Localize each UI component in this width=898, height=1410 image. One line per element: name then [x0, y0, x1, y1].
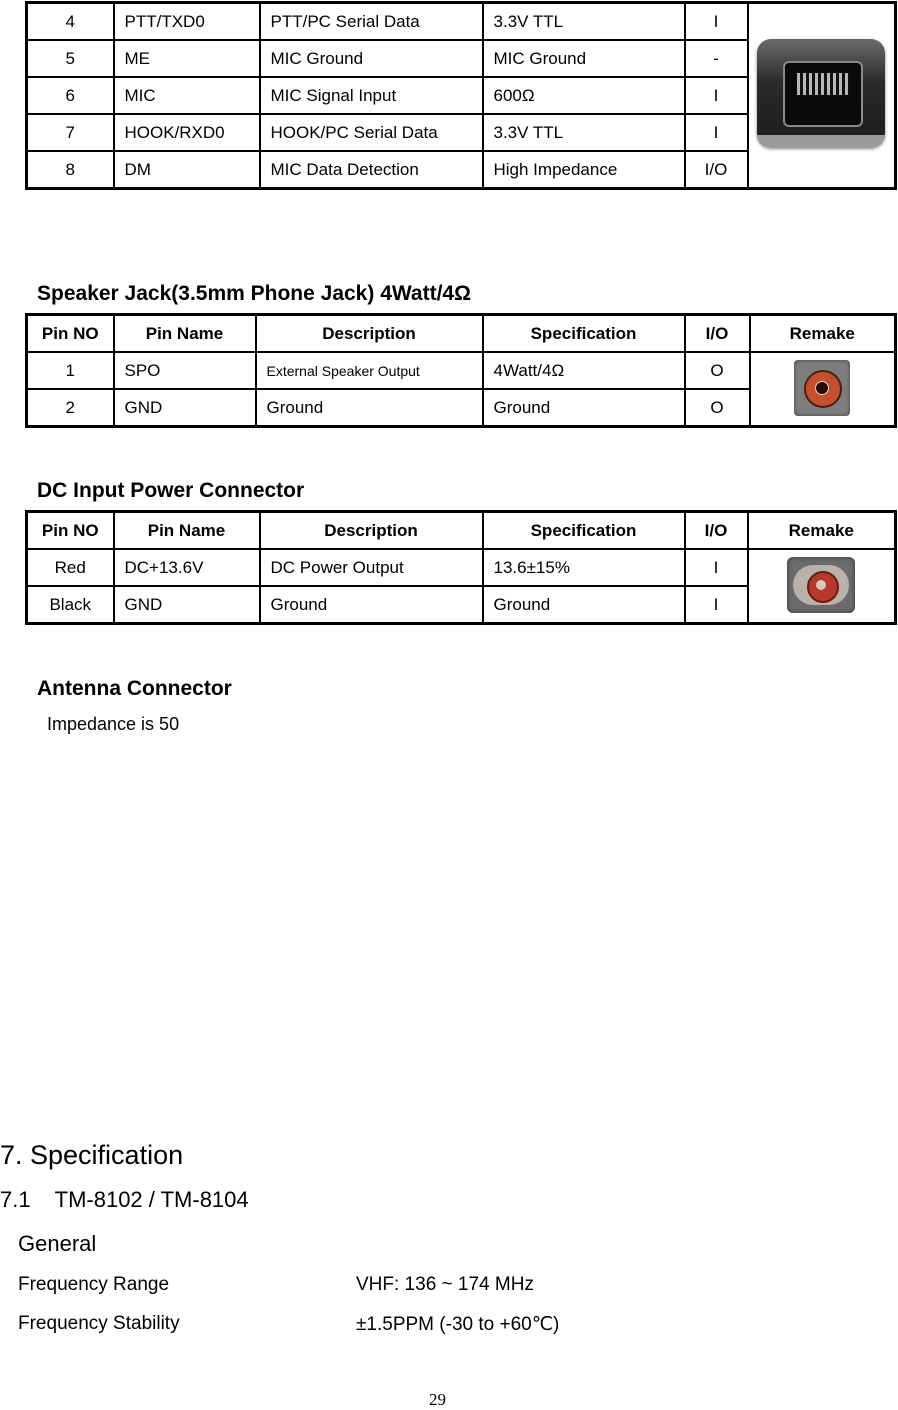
pin-description: DC Power Output [260, 549, 483, 586]
column-header: Pin NO [27, 315, 114, 353]
speaker-jack-icon [794, 360, 850, 416]
remake-cell [750, 352, 896, 427]
pin-description: Ground [260, 586, 483, 624]
pin-no: 6 [27, 77, 114, 114]
pin-name: GND [114, 389, 256, 427]
table-header-row [27, 315, 896, 353]
antenna-heading: Antenna Connector [37, 677, 232, 700]
column-header: I/O [685, 315, 750, 353]
pin-io: I [685, 77, 748, 114]
pin-name: DC+13.6V [114, 549, 260, 586]
pin-io: - [685, 40, 748, 77]
pin-description: MIC Data Detection [260, 151, 483, 189]
pin-io: O [685, 389, 750, 427]
pin-no: 5 [27, 40, 114, 77]
column-header: Specification [483, 512, 685, 550]
pin-name: GND [114, 586, 260, 624]
column-header: Remake [750, 315, 896, 353]
remake-cell [748, 549, 896, 624]
spec-label: Frequency Range [18, 1274, 170, 1295]
pin-no: Black [27, 586, 114, 624]
pin-io: I [685, 586, 748, 624]
rj45-mic-connector-icon [757, 39, 885, 147]
pin-specification: 4Watt/4Ω [483, 352, 685, 389]
pin-name: SPO [114, 352, 256, 389]
table-row [27, 3, 896, 41]
pin-specification: 600Ω [483, 77, 685, 114]
pin-description: MIC Ground [260, 40, 483, 77]
table-header-row [27, 512, 896, 550]
pin-name: DM [114, 151, 260, 189]
pin-io: O [685, 352, 750, 389]
table-row [27, 549, 896, 586]
pin-description: External Speaker Output [256, 352, 483, 389]
dc-heading: DC Input Power Connector [37, 479, 305, 502]
pin-no: 7 [27, 114, 114, 151]
pin-specification: High Impedance [483, 151, 685, 189]
general-heading: General [18, 1231, 97, 1256]
pin-no: Red [27, 549, 114, 586]
column-header: Pin Name [114, 512, 260, 550]
mic-connector-table [25, 1, 897, 190]
antenna-impedance-text: Impedance is 50 [47, 714, 180, 734]
remake-cell [748, 3, 896, 189]
subsection-title: 7.1 TM-8102 / TM-8104 [0, 1187, 249, 1212]
pin-name: HOOK/RXD0 [114, 114, 260, 151]
column-header: Description [256, 315, 483, 353]
dc-power-connector-icon [787, 557, 855, 613]
page-number: 29 [429, 1390, 446, 1409]
pin-no: 8 [27, 151, 114, 189]
pin-description: Ground [256, 389, 483, 427]
pin-description: PTT/PC Serial Data [260, 3, 483, 41]
pin-no: 1 [27, 352, 114, 389]
speaker-heading: Speaker Jack(3.5mm Phone Jack) 4Watt/4Ω [37, 282, 471, 305]
pin-specification: MIC Ground [483, 40, 685, 77]
section-title: 7. Specification [0, 1140, 184, 1170]
pin-description: HOOK/PC Serial Data [260, 114, 483, 151]
pin-io: I [685, 3, 748, 41]
pin-name: MIC [114, 77, 260, 114]
pin-io: I [685, 114, 748, 151]
pin-specification: 3.3V TTL [483, 3, 685, 41]
pin-specification: 13.6±15% [483, 549, 685, 586]
pin-no: 2 [27, 389, 114, 427]
dc-table [25, 510, 897, 625]
table-row [27, 352, 896, 389]
column-header: Remake [748, 512, 896, 550]
column-header: Pin NO [27, 512, 114, 550]
pin-name: ME [114, 40, 260, 77]
spec-value: VHF: 136 ~ 174 MHz [356, 1274, 534, 1295]
spec-value: ±1.5PPM (-30 to +60℃) [356, 1314, 560, 1335]
spec-label: Frequency Stability [18, 1313, 180, 1334]
pin-specification: Ground [483, 586, 685, 624]
pin-io: I [685, 549, 748, 586]
pin-io: I/O [685, 151, 748, 189]
pin-no: 4 [27, 3, 114, 41]
column-header: I/O [685, 512, 748, 550]
column-header: Description [260, 512, 483, 550]
pin-specification: Ground [483, 389, 685, 427]
speaker-table [25, 313, 897, 428]
column-header: Pin Name [114, 315, 256, 353]
column-header: Specification [483, 315, 685, 353]
pin-description: MIC Signal Input [260, 77, 483, 114]
pin-specification: 3.3V TTL [483, 114, 685, 151]
pin-name: PTT/TXD0 [114, 3, 260, 41]
